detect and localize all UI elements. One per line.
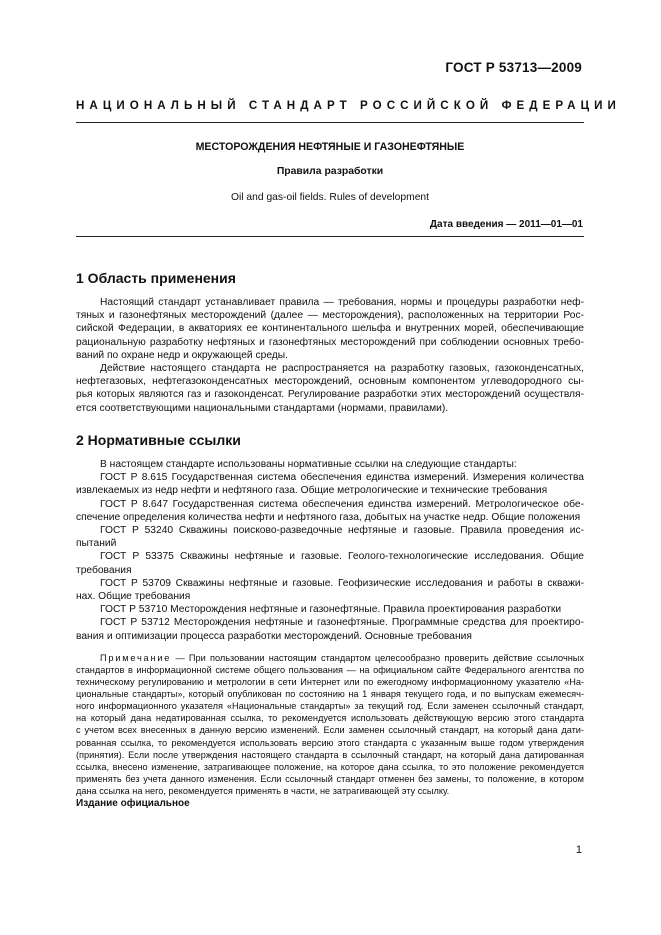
- reference-line: пытаний: [76, 538, 117, 550]
- page-number: 1: [575, 844, 582, 856]
- reference-item: [76, 458, 584, 471]
- paragraph-line: тяных и газонефтяных месторождений (далее — месторождения), расположенных на территории Рос-: [76, 310, 584, 322]
- note-text: — При пользовании настоящим стандартом целесообразно проверить действие ссылочных: [171, 652, 584, 663]
- note-line: [76, 652, 584, 664]
- paragraph-line: ется соответствующими национальными стандартами (нормами, правилами).: [76, 402, 449, 414]
- reference-line: ГОСТ Р 53375 Скважины нефтяные и газовые. Геолого-технологические исследования. Общие: [100, 551, 584, 563]
- reference-item: [76, 471, 584, 497]
- document-subtitle: Правила разработки: [276, 166, 384, 177]
- reference-line: извлекаемых из недр нефти и нефтяного газа. Общие метрологические и технические требования: [76, 485, 548, 497]
- paragraph-line: ваний по охране недр и окружающей среды.: [76, 349, 288, 361]
- reference-item: [76, 524, 584, 550]
- scope-paragraph-2: [76, 362, 584, 415]
- reference-item: [76, 577, 584, 603]
- paragraph-line: рациональную разработку нефтяных и газонефтяных месторождений при соблюдении основных требо-: [76, 336, 584, 348]
- paragraph-line: рья которых являются газ и газоконденсат. Регулирование разработки этих месторождений осуществля-: [76, 389, 584, 401]
- references-list: [76, 458, 584, 643]
- date-rule: [76, 236, 584, 237]
- reference-line: ГОСТ Р 8.615 Государственная система обеспечения единства измерений. Измерения количества: [100, 472, 584, 484]
- paragraph-line: нефтегазовых, нефтегазоконденсатных месторождений, основным компонентом углеводородного сы-: [76, 376, 584, 388]
- reference-item: [76, 616, 584, 642]
- reference-line: ГОСТ Р 53712 Месторождения нефтяные и газонефтяные. Программные средства для проектиро-: [100, 617, 584, 629]
- section-2-heading: 2 Нормативные ссылки: [76, 432, 241, 448]
- paragraph-line: Настоящий стандарт устанавливает правила — требования, нормы и процедуры разработки неф-: [100, 297, 584, 308]
- reference-line: требования: [76, 564, 132, 576]
- section-1-heading: 1 Область применения: [76, 270, 236, 286]
- note-line: рованная ссылка, то рекомендуется использовать версию этого стандарта с указанным выше годом утверждения: [76, 737, 584, 748]
- references-note: [76, 652, 584, 797]
- note-line: применять без учета данного изменения. Если ссылочный стандарт отменен без замены, то положение, в котором: [76, 773, 584, 784]
- note-label: Примечание: [100, 652, 172, 663]
- english-title: Oil and gas-oil fields. Rules of development: [230, 192, 430, 203]
- note-line: техническому регулированию и метрологии в сети Интернет или по ежегодному информационному указателю «На-: [76, 677, 584, 688]
- section-scope: [76, 270, 584, 415]
- note-line: с учетом всех внесенных в данную версию изменений. Если заменен ссылочный стандарт, на который дана дати-: [76, 725, 584, 736]
- note-line: ссылка, внесено изменение, затрагивающее положение, на которое дана ссылка, то это положение рекомендуется: [76, 761, 584, 772]
- note-line: (принятия). Если после утверждения настоящего стандарта в ссылочный стандарт, на который дана датированная: [76, 749, 584, 760]
- reference-line: В настоящем стандарте использованы нормативные ссылки на следующие стандарты:: [100, 459, 517, 470]
- reference-line: вания и оптимизации процесса разработки месторождений. Основные требования: [76, 630, 472, 642]
- note-line: на который дана недатированная ссылка, то рекомендуется использовать действующую версию этого стандарта: [76, 713, 584, 724]
- official-edition-label: Издание официальное: [76, 798, 190, 809]
- reference-line: ГОСТ Р 53240 Скважины поисково-разведочные нефтяные и газовые. Правила проведения ис-: [100, 525, 584, 537]
- note-line: циональные стандарты», который опубликован по состоянию на 1 января текущего года, и по выпускам ежемесяч-: [76, 689, 584, 700]
- section-references: [76, 432, 584, 797]
- effective-date: Дата введения — 2011—01—01: [429, 219, 583, 230]
- paragraph-line: сийской Федерации, в акваториях ее континентального шельфа и внутренних морей, обеспечивающие: [76, 323, 584, 335]
- reference-line: спечение определения количества нефти и нефтяного газа, добытых на участке недр. Общие положения: [76, 511, 581, 523]
- document-title: МЕСТОРОЖДЕНИЯ НЕФТЯНЫЕ И ГАЗОНЕФТЯНЫЕ: [195, 141, 465, 153]
- reference-item: [76, 603, 584, 616]
- reference-item: [76, 498, 584, 524]
- note-line: ного информационного указателя «Национальные стандарты» за текущий год. Если заменен ссылочный стандарт,: [76, 701, 584, 712]
- reference-item: [76, 550, 584, 576]
- scope-paragraph-1: [76, 296, 584, 362]
- reference-line: ГОСТ Р 53710 Месторождения нефтяные и газонефтяные. Правила проектирования разработки: [100, 604, 562, 616]
- note-line: дана ссылка на него, рекомендуется применять в части, не затрагивающей эту ссылку.: [76, 785, 450, 796]
- reference-line: ГОСТ Р 8.647 Государственная система обеспечения единства измерений. Метрологическое обе-: [100, 498, 584, 510]
- reference-line: ГОСТ Р 53709 Скважины нефтяные и газовые. Геофизические исследования и работы в скважи-: [100, 577, 584, 589]
- note-line: стандартов в информационной системе общего пользования — на официальном сайте Федерального агентства по: [76, 664, 584, 675]
- paragraph-line: Действие настоящего стандарта не распространяется на разработку газовых, газоконденсатных,: [100, 363, 584, 375]
- top-rule: [76, 122, 584, 123]
- national-standard-heading: НАЦИОНАЛЬНЫЙ СТАНДАРТ РОССИЙСКОЙ ФЕДЕРАЦИИ: [76, 99, 621, 112]
- gost-number: ГОСТ Р 53713—2009: [445, 60, 582, 75]
- reference-line: нах. Общие требования: [76, 591, 191, 603]
